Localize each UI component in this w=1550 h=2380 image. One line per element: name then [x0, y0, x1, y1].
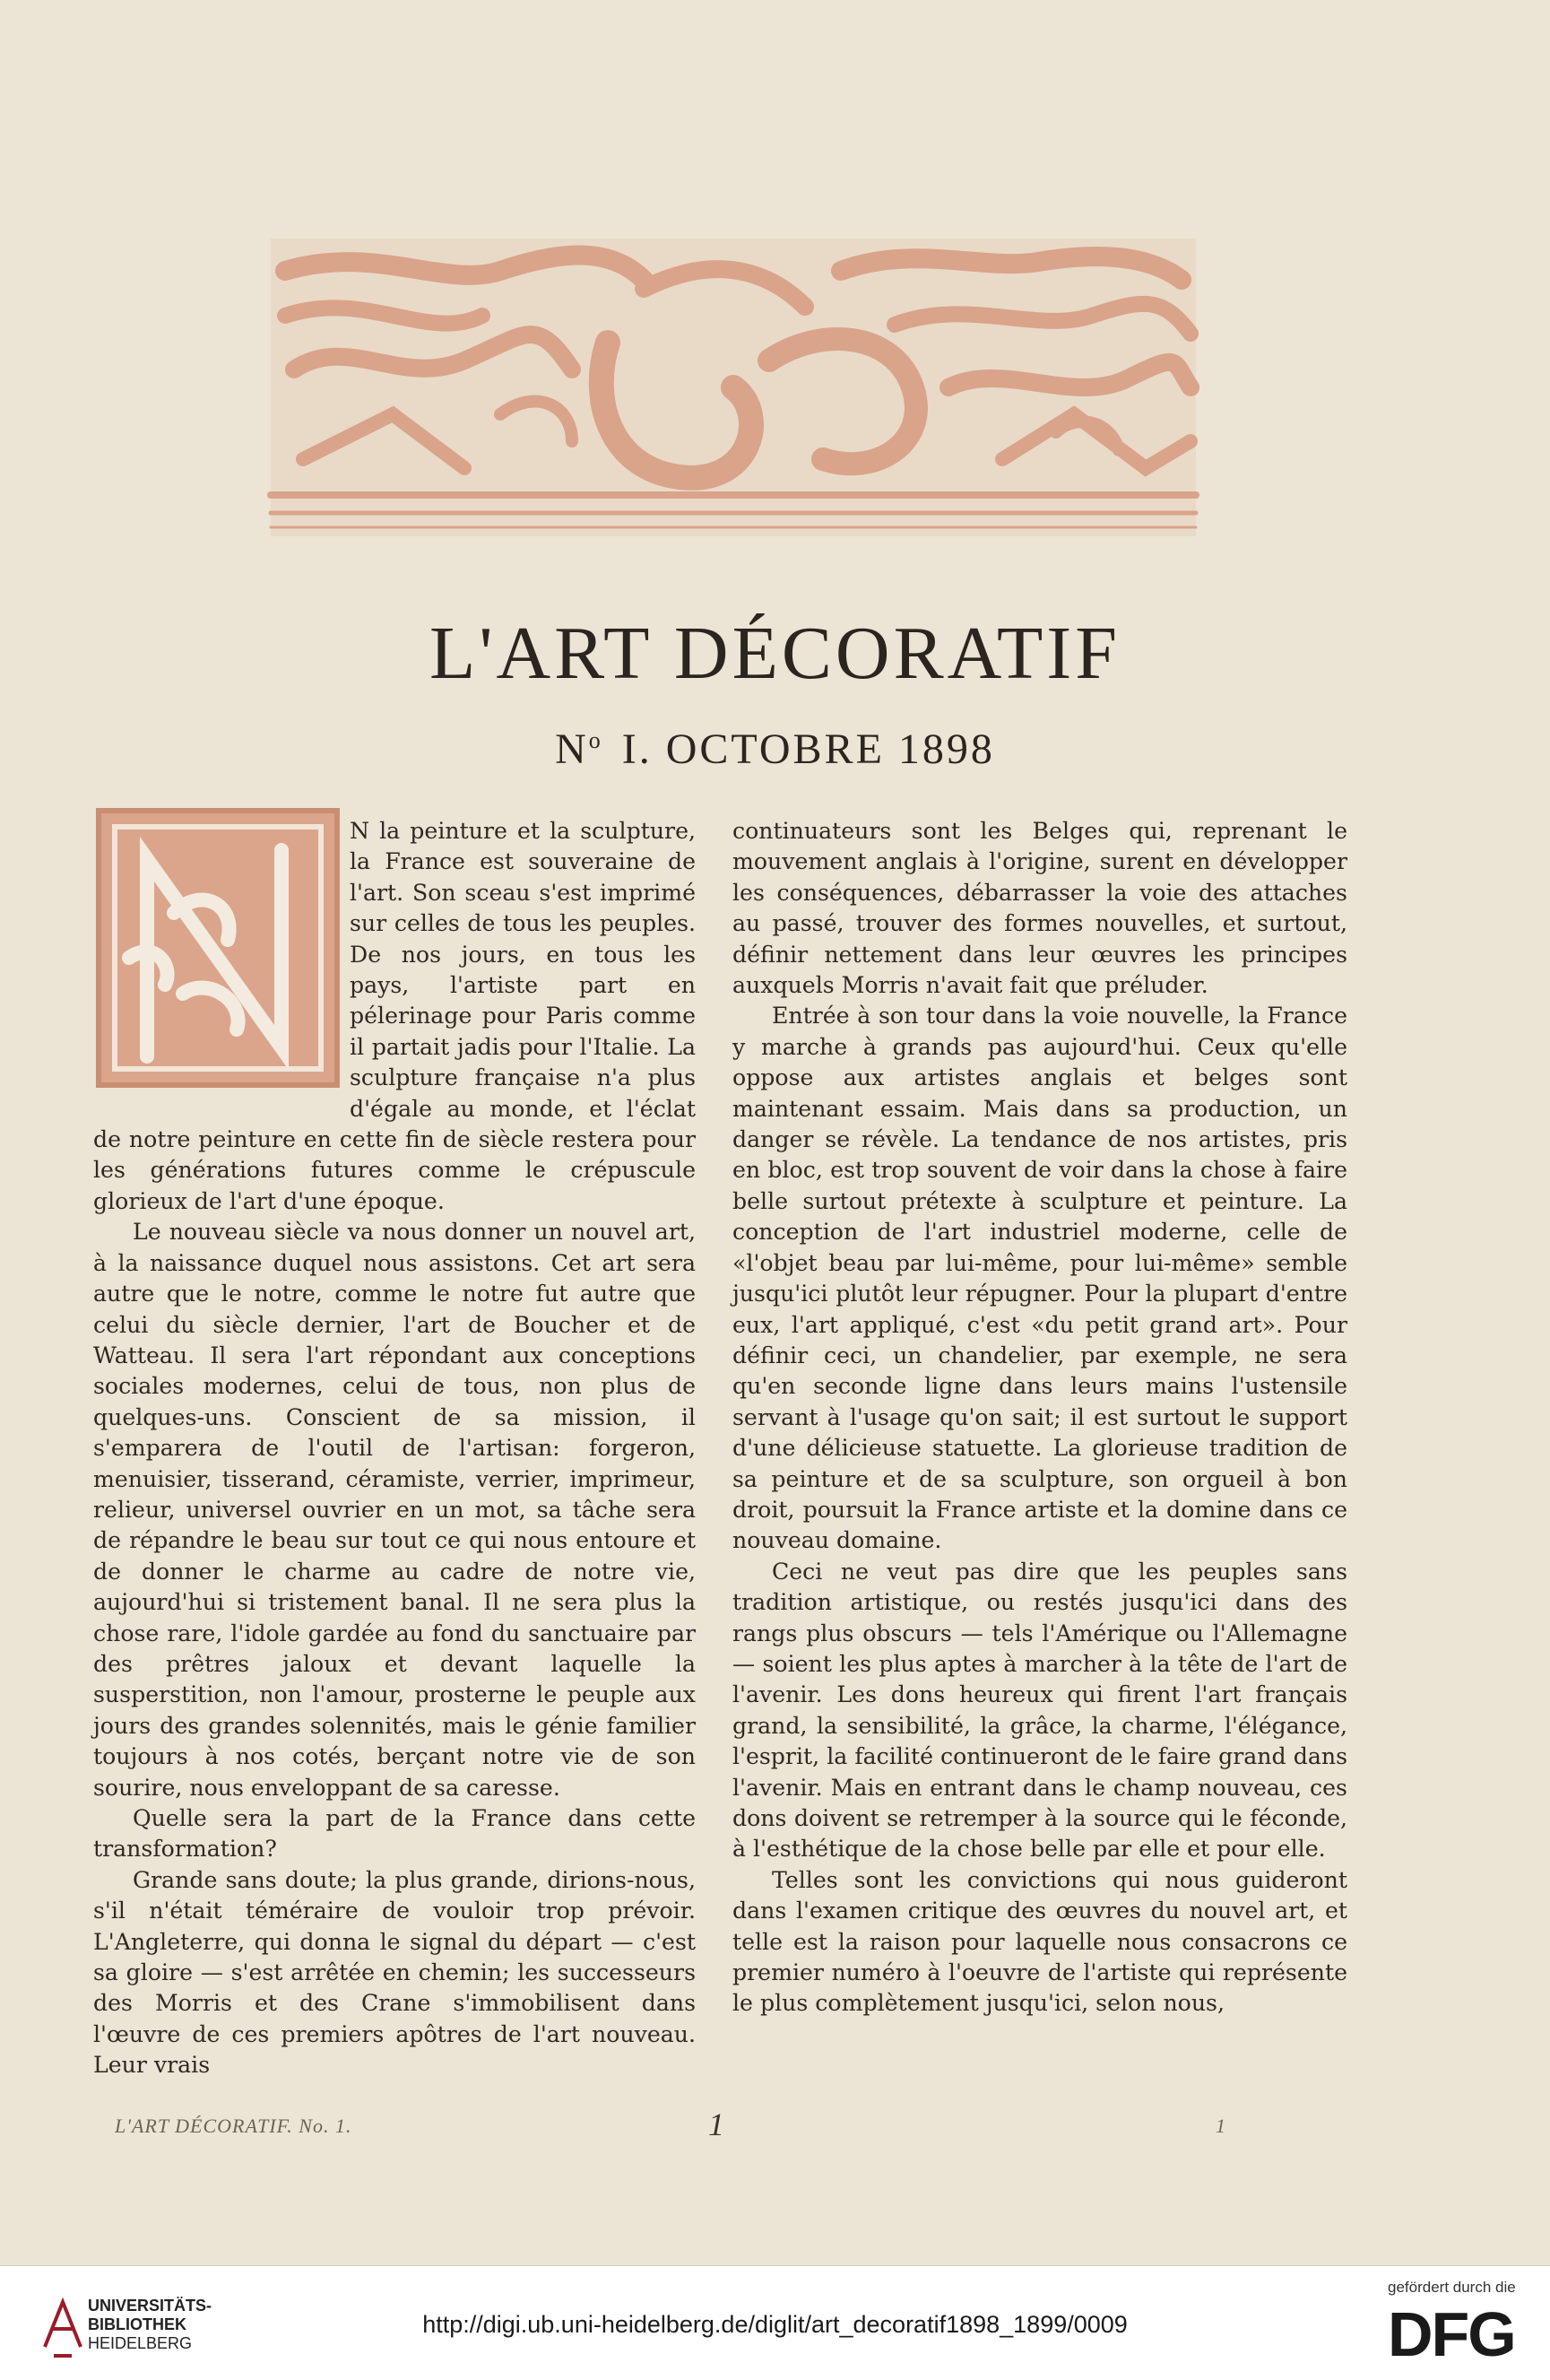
initial-wrap-space [93, 816, 350, 1105]
article-column-right [732, 816, 1347, 2020]
publication-title: L'ART DÉCORATIF [429, 612, 1121, 695]
library-footer-strip [0, 2265, 1550, 2380]
paragraph: continuateurs sont les Belges qui, reprenant le mouvement anglais à l'origine, surent en développer les conséquences, débarrasser la voie des attaches au passé, trouver des formes nouvelles, et surtout, définir nettement dans leur œuvres les principes auxquels Morris n'avait fait que préluder. [732, 818, 1347, 999]
issue-date: I. OCTOBRE 1898 [621, 725, 995, 773]
dfg-logo: DFG [1388, 2299, 1515, 2369]
issue-line [0, 725, 1550, 774]
paragraph: Grande sans doute; la plus grande, dirions-nous, s'il n'était téméraire de vouloir trop prévoir. L'Angleterre, qui donna le signal du départ — c'est sa gloire — s'est arrêtée en chemin; les successeurs des Morris et des Crane s'immobilisent dans l'œuvre de ces premiers apôtres de l'art nouveau. Leur vrais [93, 1866, 696, 2079]
library-name: UNIVERSITÄTS- BIBLIOTHEK HEIDELBERG [88, 2297, 212, 2352]
permalink-url[interactable]: http://digi.ub.uni-heidelberg.de/diglit/art_decoratif1898_1899/0009 [422, 2311, 1128, 2338]
paragraph: Telles sont les convictions qui nous guideront dans l'examen critique des œuvres du nouvel art, et telle est la raison pour laquelle nous consacrons ce premier numéro à l'oeuvre de l'artiste qui représente le plus complètement jusqu'ici, selon nous, [732, 1866, 1347, 2017]
funding-note: gefördert durch die [1388, 2279, 1516, 2296]
paragraph: N la peinture et la sculpture, la France est souveraine de l'art. Son sceau s'est imprimé sur celles de tous les peuples. De nos jours, en tous les pays, l'artiste part en pélerinage pour Paris comme il partait jadis pour l'Italie. La sculpture française n'a plus d'égale au monde, et l'éclat de notre peinture en cette fin de siècle restera pour les générations futures comme le crépuscule glorieux de l'art d'une époque. [93, 818, 696, 1214]
page-number: 1 [708, 2106, 725, 2142]
ornamental-header-band [267, 235, 1199, 540]
issue-number-label: $N^o$ [555, 725, 603, 773]
paragraph: Entrée à son tour dans la voie nouvelle, la France y marche à grands pas aujourd'hui. Ceux qu'elle oppose aux artistes anglais et belges sont maintenant essaim. Mais dans sa production, un danger se révèle. La tendance de nos artistes, pris en bloc, est trop souvent de voir dans la chose à faire belle surtout prétexte à sculpture et peinture. La conception de l'art industriel moderne, celle de «l'objet beau par lui-même, pour lui-même» semble jusqu'ici plutôt leur répugner. Pour la plupart d'entre eux, l'art appliqué, c'est «du petit grand art». Pour définir ceci, un chandelier, par exemple, ne sera qu'en seconde ligne dans leurs mains l'ustensile servant à l'usage qu'on sait; il est surtout le support d'une délicieuse statuette. La glorieuse tradition de sa peinture et de sa sculpture, son orgueil à bon droit, poursuit la France artiste et la domine dans ce nouveau domaine. [732, 1003, 1347, 1554]
paragraph: Quelle sera la part de la France dans cette transformation? [93, 1805, 696, 1863]
paragraph: Le nouveau siècle va nous donner un nouvel art, à la naissance duquel nous assistons. Cet art sera autre que le notre, comme le notre fut autre que celui du siècle dernier, l'art de Boucher et de Watteau. Il sera l'art répondant aux conceptions sociales modernes, celui de tous, non plus de quelques-uns. Conscient de sa mission, il s'emparera de l'outil de l'artisan: forgeron, menuisier, tisserand, céramiste, verrier, imprimeur, relieur, universel ouvrier en un mot, sa tâche sera de répandre le beau sur tout ce qui nous entoure et de donner le charme au cadre de notre vie, aujourd'hui si tristement banal. Il ne sera plus la chose rare, l'idole gardée au fond du sanctuaire par des prêtres jaloux et devant laquelle la susperstition, non l'amour, prosterne le peuple aux jours des grandes solennités, mais le génie familier toujours à nos cotés, berçant notre vie de son sourire, nous enveloppant de sa caresse. [93, 1219, 696, 1801]
paragraph: Ceci ne veut pas dire que les peuples sans tradition artistique, ou restés jusqu'ici dans des rangs plus obscurs — tels l'Amérique ou l'Allemagne — soient les plus aptes à marcher à la tête de l'art de l'avenir. Les dons heureux qui firent l'art français grand, la sensibilité, la grâce, la charme, l'élégance, l'esprit, la facilité continueront de le faire grand dans l'avenir. Mais en entrant dans le champ nouveau, ces dons doivent se retremper à la source qui le féconde, à l'esthétique de la chose belle par elle et pour elle. [732, 1558, 1347, 1863]
running-title: L'ART DÉCORATIF. No. 1. [115, 2115, 352, 2137]
signature-mark: 1 [1216, 2115, 1226, 2137]
article-column-left [93, 816, 696, 2081]
